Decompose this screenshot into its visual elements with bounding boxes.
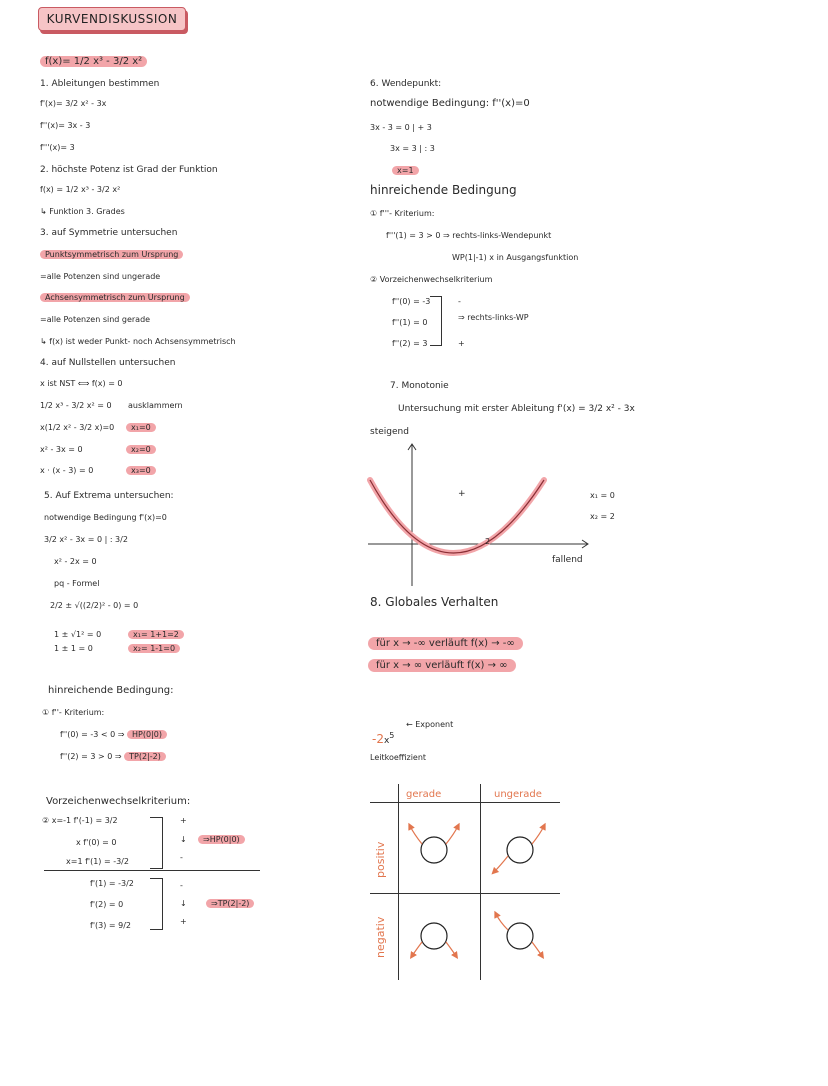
- bracket-a-bottom: [150, 868, 162, 869]
- arrow-down-left: [412, 942, 422, 956]
- sign-a3: -: [180, 853, 183, 862]
- point-symmetry-note: =alle Potenzen sind ungerade: [40, 272, 161, 281]
- wp-sufficient: hinreichende Bedingung: [370, 183, 517, 197]
- arrow-down-right: [446, 942, 456, 956]
- root-x3: x₃=0: [126, 465, 156, 477]
- monotony-graph: [360, 436, 610, 596]
- wp-point: WP(1|-1) x in Ausgangsfunktion: [452, 253, 579, 262]
- bracket-b-top: [150, 878, 162, 879]
- extremum-x2: x₂= 1-1=0: [128, 643, 180, 655]
- wp-eq2: 3x = 3 | : 3: [390, 144, 435, 153]
- global-behavior-1: für x → -∞ verläuft f(x) → -∞: [368, 638, 523, 650]
- tp-badge: TP(2|-2): [124, 752, 166, 761]
- graph-circle-pos-odd: [507, 837, 533, 863]
- graph-plus: +: [458, 489, 466, 499]
- grid-left-line: [398, 784, 399, 980]
- step1-heading: 1. Ableitungen bestimmen: [40, 79, 160, 89]
- root-x1: x₁=0: [126, 422, 156, 434]
- col-even: gerade: [406, 789, 442, 800]
- graph-circle-neg-odd: [507, 923, 533, 949]
- global-behavior-2: für x → ∞ verläuft f(x) → ∞: [368, 660, 516, 672]
- root-x2: x₂=0: [126, 444, 156, 456]
- hp-badge: HP(0|0): [127, 730, 167, 739]
- wp-v-result: ⇒ rechts-links-WP: [458, 313, 529, 322]
- wp-v2: f''(1) = 0: [392, 318, 428, 327]
- first-derivative: f'(x)= 3/2 x² - 3x: [40, 99, 107, 108]
- bracket-b-bottom: [150, 929, 162, 930]
- separator: [44, 870, 260, 871]
- sign-change-a3: x=1 f'(1) = -3/2: [66, 857, 129, 866]
- bracket-a-top: [150, 817, 162, 818]
- exponent-label: ← Exponent: [406, 720, 454, 729]
- page-title: KURVENDISKUSSION: [38, 7, 186, 31]
- step2-heading: 2. höchste Potenz ist Grad der Funktion: [40, 165, 218, 175]
- second-derivative: f''(x)= 3x - 3: [40, 121, 91, 130]
- step7-heading: 7. Monotonie: [390, 381, 449, 391]
- arrow-up-right: [446, 826, 458, 844]
- graph-tick-2: 2: [485, 537, 491, 546]
- row-negative: negativ: [374, 916, 387, 958]
- step6-heading: 6. Wendepunkt:: [370, 79, 442, 89]
- wp-sign1: -: [458, 297, 461, 306]
- increasing-label: steigend: [370, 427, 409, 437]
- mono-x2: x₂ = 2: [590, 512, 615, 521]
- exponent-example: $-2x^5$: [372, 731, 395, 746]
- arrow-up-left: [410, 826, 422, 844]
- wp-bracket: [441, 296, 442, 346]
- sign-b3: +: [180, 917, 187, 926]
- step8-heading: 8. Globales Verhalten: [370, 595, 499, 609]
- step3-heading: 3. auf Symmetrie untersuchen: [40, 228, 178, 238]
- wp-bracket-top: [430, 296, 441, 297]
- bracket-a: [162, 817, 163, 869]
- step4-heading: 4. auf Nullstellen untersuchen: [40, 358, 176, 368]
- wp-x: x=1: [392, 165, 419, 177]
- criterion-line1: f''(0) = -3 < 0 ⇒ HP(0|0): [60, 729, 167, 741]
- wp-criterion1-line: f'''(1) = 3 > 0 ⇒ rechts-links-Wendepunkt: [386, 231, 552, 240]
- end-behavior-diagrams: [400, 814, 560, 974]
- pq-formula-label: pq - Formel: [54, 579, 100, 588]
- curve-highlight: [370, 480, 544, 553]
- decreasing-label: fallend: [552, 555, 583, 565]
- arrow-a: ↓: [180, 835, 187, 844]
- wp-criterion1: ① f'''- Kriterium:: [370, 209, 435, 218]
- hp-result: ⇒HP(0|0): [198, 834, 245, 846]
- wp-condition: notwendige Bedingung: f''(x)=0: [370, 98, 530, 109]
- zero-equation: 1/2 x³ - 3/2 x² = 0: [40, 401, 112, 410]
- function-definition: f(x)= 1/2 x³ - 3/2 x²: [40, 56, 147, 68]
- row-positive: positiv: [374, 841, 387, 878]
- point-symmetry-label: Punktsymmetrisch zum Ursprung: [40, 249, 183, 261]
- pq-equation: 2/2 ± √((2/2)² - 0) = 0: [50, 601, 139, 610]
- bracket-b: [162, 878, 163, 930]
- step2-note: ↳ Funktion 3. Grades: [40, 207, 125, 216]
- third-derivative: f'''(x)= 3: [40, 143, 75, 152]
- zero-quadratic: x² - 3x = 0: [40, 445, 83, 454]
- criterion-line2: f''(2) = 3 > 0 ⇒ TP(2|-2): [60, 751, 166, 763]
- pq-result1: 1 ± √1² = 0: [54, 630, 102, 639]
- wp-criterion2: ② Vorzeichenwechselkriterium: [370, 275, 493, 284]
- arrow-down-left: [494, 856, 508, 872]
- col-odd: ungerade: [494, 789, 542, 800]
- zero-factored: x(1/2 x² - 3/2 x)=0: [40, 423, 115, 432]
- arrow-down-right: [532, 942, 542, 956]
- extrema-eq2: x² - 2x = 0: [54, 557, 97, 566]
- arrow-up-left: [496, 914, 508, 930]
- graph-circle-pos-even: [421, 837, 447, 863]
- extrema-condition: notwendige Bedingung f'(x)=0: [44, 513, 167, 522]
- arrow-b: ↓: [180, 899, 187, 908]
- monotony-text: Untersuchung mit erster Ableitung f'(x) = 3/2 x² - 3x: [398, 404, 635, 414]
- sign-change-heading: Vorzeichenwechselkriterium:: [46, 796, 191, 807]
- second-derivative-criterion: ① f''- Kriterium:: [42, 708, 105, 717]
- sign-change-b1: f'(1) = -3/2: [90, 879, 134, 888]
- sign-change-a2: x f'(0) = 0: [76, 838, 117, 847]
- tp-result: ⇒TP(2|-2): [206, 898, 254, 910]
- wp-v1: f''(0) = -3: [392, 297, 431, 306]
- symmetry-result: ↳ f(x) ist weder Punkt- noch Achsensymmetrisch: [40, 337, 236, 346]
- extrema-eq1: 3/2 x² - 3x = 0 | : 3/2: [44, 535, 128, 544]
- extremum-x1: x₁= 1+1=2: [128, 629, 184, 641]
- sufficient-condition: hinreichende Bedingung:: [48, 685, 174, 696]
- wp-v3: f''(2) = 3: [392, 339, 428, 348]
- sign-change-b2: f'(2) = 0: [90, 900, 124, 909]
- sign-b1: -: [180, 881, 183, 890]
- sign-change-b3: f'(3) = 9/2: [90, 921, 132, 930]
- zero-final: x · (x - 3) = 0: [40, 466, 94, 475]
- arrow-up-right: [532, 826, 544, 844]
- factor-out-note: ausklammern: [128, 401, 183, 410]
- wp-bracket-bottom: [430, 345, 441, 346]
- sign-a1: +: [180, 816, 187, 825]
- graph-circle-neg-even: [421, 923, 447, 949]
- step2-function: f(x) = 1/2 x³ - 3/2 x²: [40, 185, 121, 194]
- zero-condition: x ist NST ⟺ f(x) = 0: [40, 379, 123, 388]
- axis-symmetry-note: =alle Potenzen sind gerade: [40, 315, 151, 324]
- axis-symmetry-label: Achsensymmetrisch zum Ursprung: [40, 292, 190, 304]
- wp-sign3: +: [458, 339, 465, 348]
- wp-eq1: 3x - 3 = 0 | + 3: [370, 123, 432, 132]
- leading-coefficient-label: Leitkoeffizient: [370, 753, 427, 762]
- mono-x1: x₁ = 0: [590, 491, 615, 500]
- sign-change-a1: ② x=-1 f'(-1) = 3/2: [42, 816, 118, 825]
- pq-result2: 1 ± 1 = 0: [54, 644, 93, 653]
- step5-heading: 5. Auf Extrema untersuchen:: [44, 491, 174, 501]
